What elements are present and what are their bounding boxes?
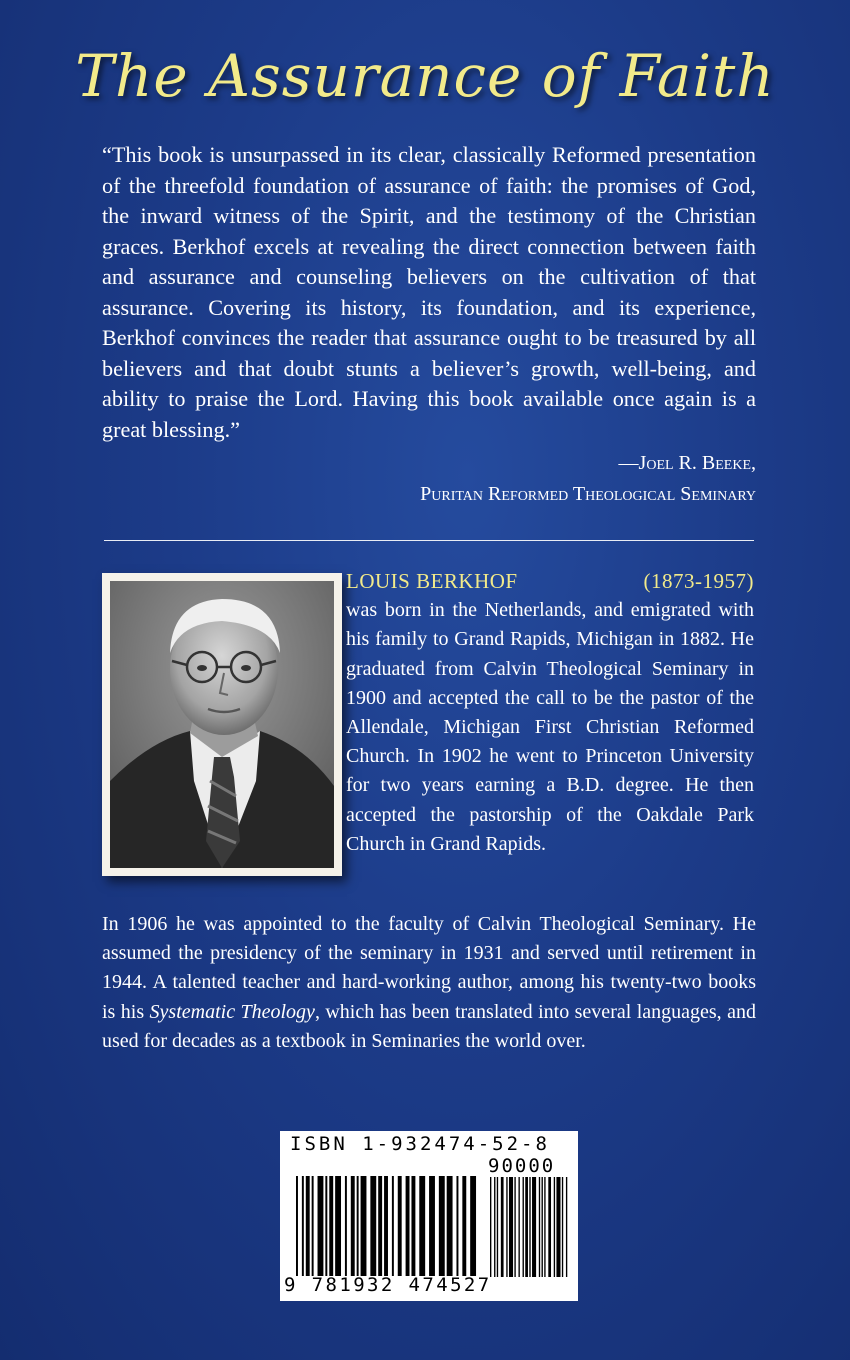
bio-text-after: , which has been translated into several languages, and used for decades as a textbook in Seminaries the world over.	[102, 1000, 756, 1052]
price-code: 90000	[488, 1155, 556, 1177]
ean-bar	[462, 1176, 466, 1276]
addon-bars	[490, 1177, 570, 1277]
ean-bar	[398, 1176, 402, 1276]
addon-bar	[562, 1177, 563, 1277]
ean-bar	[439, 1176, 445, 1276]
ean-bar	[456, 1176, 458, 1276]
addon-bar	[509, 1177, 513, 1277]
endorsement-attribution	[102, 448, 756, 510]
ean-bar	[419, 1176, 425, 1276]
book-title: The Assurance of Faith	[75, 42, 775, 110]
ean-number: 9 781932 474527	[284, 1274, 492, 1296]
addon-bar	[506, 1177, 507, 1277]
endorsement-author: —Joel R. Beeke,	[618, 452, 756, 474]
addon-bar	[490, 1177, 491, 1277]
addon-bar	[494, 1177, 495, 1277]
ean-bar	[406, 1176, 410, 1276]
endorsement-quote: “This book is unsurpassed in its clear, classically Reformed presentation of the threefold foundation of assurance of faith: the promises of God, the inward witness of the Spirit, and the testimony of the Christian graces. Berkhof excels at revealing the direct connection between faith and assurance and counseling believers on the cultivation of that assurance. Covering its history, its foundation, and its experience, Berkhof convinces the reader that assurance ought to be treasured by all believers and that doubt stunts a believer’s growth, well-being, and ability to praise the Lord. Having this book available once again is a great blessing.”	[102, 142, 756, 442]
addon-bar	[523, 1177, 524, 1277]
addon-bar	[566, 1177, 567, 1277]
author-photo	[110, 581, 334, 868]
ean-bar	[329, 1176, 333, 1276]
ean-bar	[470, 1176, 476, 1276]
ean-bars	[296, 1176, 478, 1276]
addon-bar	[501, 1177, 504, 1277]
addon-bar	[497, 1177, 498, 1277]
author-dates: (1873-1957)	[643, 569, 754, 593]
author-bio-paragraph-1: was born in the Netherlands, and emigrated with his family to Grand Rapids, Michigan in 1882. He graduated from Calvin Theological Seminary in 1900 and accepted the call to be the pastor of the Allendale, Michigan First Christian Reformed Church. In 1902 he went to Princeton University for two years earning a B.D. degree. He then accepted the pastorship of the Oakdale Park Church in Grand Rapids.	[346, 599, 754, 855]
addon-bar	[554, 1177, 555, 1277]
ean-bar	[312, 1176, 314, 1276]
addon-bar	[525, 1177, 528, 1277]
addon-bar	[514, 1177, 515, 1277]
addon-bar	[556, 1177, 560, 1277]
ean-bar	[411, 1176, 415, 1276]
author-bio	[346, 567, 754, 859]
ean-bar	[392, 1176, 394, 1276]
book-reference: Systematic Theology	[149, 1000, 315, 1023]
ean-bar	[370, 1176, 376, 1276]
ean-bar	[429, 1176, 435, 1276]
ean-bar	[296, 1176, 298, 1276]
ean-bar	[306, 1176, 310, 1276]
addon-bar	[542, 1177, 543, 1277]
author-bio-paragraph-2	[102, 910, 756, 1056]
addon-bar	[532, 1177, 536, 1277]
author-photo-frame	[102, 573, 342, 876]
divider	[104, 540, 754, 541]
bio-text-before: In 1906 he was appointed to the faculty of Calvin Theological Seminary. He assumed the presidency of the seminary in 1931 and served until retirement in 1944. A talented teacher and hard-working author, among his twenty-two books is his	[102, 913, 756, 1023]
addon-bar	[529, 1177, 530, 1277]
addon-bar	[548, 1177, 551, 1277]
isbn-label: ISBN 1-932474-52-8	[290, 1133, 550, 1155]
ean-bar	[345, 1176, 347, 1276]
endorsement-affiliation: Puritan Reformed Theological Seminary	[420, 483, 756, 505]
barcode	[280, 1131, 578, 1301]
ean-bar	[302, 1176, 304, 1276]
ean-bar	[351, 1176, 355, 1276]
ean-bar	[325, 1176, 327, 1276]
ean-bar	[447, 1176, 453, 1276]
addon-bar	[539, 1177, 540, 1277]
addon-bar	[518, 1177, 519, 1277]
addon-bar	[544, 1177, 545, 1277]
ean-bar	[384, 1176, 388, 1276]
ean-bar	[318, 1176, 324, 1276]
ean-bar	[335, 1176, 341, 1276]
ean-bar	[357, 1176, 359, 1276]
ean-bar	[378, 1176, 382, 1276]
author-name: LOUIS BERKHOF	[346, 569, 518, 593]
author-heading	[346, 567, 754, 596]
author-portrait-illustration	[110, 581, 334, 868]
ean-bar	[361, 1176, 367, 1276]
